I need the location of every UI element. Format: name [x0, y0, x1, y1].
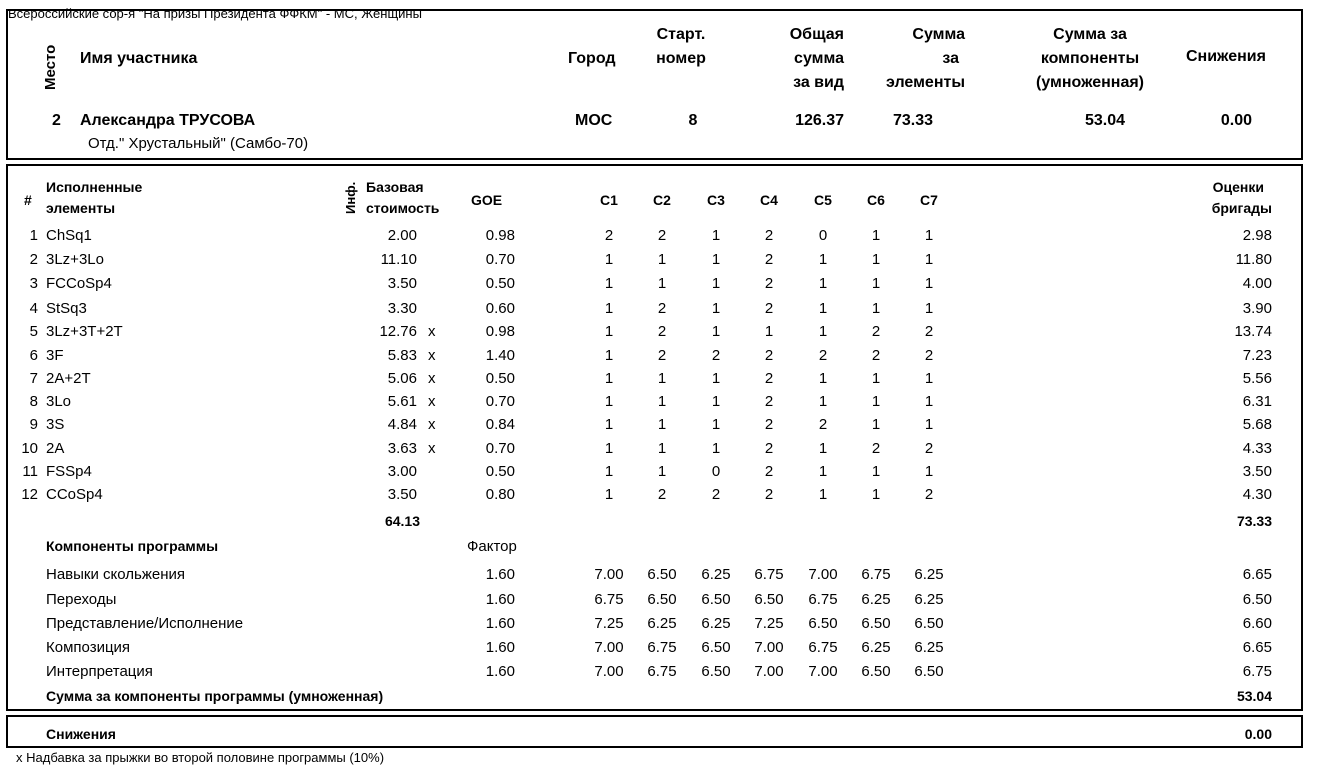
components-title: Компоненты программы [46, 538, 219, 554]
element-judge-score: 1 [818, 393, 828, 410]
header-components-sum-line1: Сумма за [1053, 26, 1127, 43]
element-goe: 0.80 [485, 486, 515, 503]
element-judge-score: 1 [818, 275, 828, 292]
element-judge-score: 1 [711, 275, 721, 292]
component-panel-score: 6.65 [1242, 566, 1272, 583]
element-goe: 0.70 [485, 393, 515, 410]
element-panel-score: 2.98 [1242, 227, 1272, 244]
component-judge-score: 6.25 [701, 566, 731, 583]
element-judge-score: 1 [604, 323, 614, 340]
component-judge-score: 6.25 [647, 615, 677, 632]
element-judge-score: 1 [871, 463, 881, 480]
component-judge-score: 6.75 [861, 566, 891, 583]
component-judge-score: 6.25 [914, 566, 944, 583]
element-judge-score: 1 [871, 393, 881, 410]
element-name: ChSq1 [46, 227, 92, 244]
elements-header-goe: GOE [471, 192, 503, 208]
component-panel-score: 6.50 [1242, 591, 1272, 608]
base-total: 64.13 [384, 513, 420, 529]
element-goe: 0.70 [485, 440, 515, 457]
element-panel-score: 13.74 [1234, 323, 1272, 340]
element-judge-score: 1 [871, 486, 881, 503]
header-start-no-line2: номер [656, 50, 706, 67]
element-info: x [428, 440, 436, 457]
element-base: 12.76 [379, 323, 417, 340]
component-judge-score: 7.25 [594, 615, 624, 632]
component-judge-score: 6.50 [861, 663, 891, 680]
element-name: 3Lo [46, 393, 72, 410]
element-judge-score: 2 [657, 227, 667, 244]
element-base: 3.63 [387, 440, 417, 457]
element-judge-score: 2 [818, 416, 828, 433]
header-total-line1: Общая [789, 26, 844, 43]
elements-header-num: # [24, 192, 32, 208]
element-goe: 0.84 [485, 416, 515, 433]
header-elements-sum-line3: элементы [886, 74, 965, 91]
element-base: 5.06 [387, 370, 417, 387]
element-name: StSq3 [46, 300, 87, 317]
skater-elements-sum: 73.33 [892, 112, 933, 129]
component-judge-score: 7.00 [594, 639, 624, 656]
component-judge-score: 6.50 [701, 663, 731, 680]
element-judge-score: 1 [711, 323, 721, 340]
header-name: Имя участника [80, 50, 198, 67]
element-judge-score: 2 [924, 440, 934, 457]
component-judge-score: 6.75 [594, 591, 624, 608]
element-judge-score: 1 [871, 275, 881, 292]
element-judge-score: 1 [924, 463, 934, 480]
element-judge-score: 1 [924, 275, 934, 292]
skater-components-sum: 53.04 [1084, 112, 1125, 129]
element-no: 3 [29, 275, 38, 292]
element-judge-score: 2 [764, 275, 774, 292]
component-judge-score: 7.00 [754, 663, 784, 680]
element-name: 2A+2T [46, 370, 91, 387]
element-judge-score: 1 [924, 300, 934, 317]
element-judge-score: 2 [871, 347, 881, 364]
header-elements-sum [870, 23, 965, 95]
component-factor: 1.60 [485, 663, 515, 680]
element-no: 9 [29, 416, 38, 433]
element-base: 3.50 [387, 486, 417, 503]
element-no: 4 [29, 300, 38, 317]
element-judge-score: 2 [657, 347, 667, 364]
element-judge-score: 1 [711, 416, 721, 433]
component-judge-score: 6.75 [808, 591, 838, 608]
component-factor: 1.60 [485, 615, 515, 632]
component-judge-score: 7.00 [808, 566, 838, 583]
element-base: 3.50 [387, 275, 417, 292]
header-start-no-line1: Старт. [656, 26, 706, 43]
element-goe: 0.70 [485, 251, 515, 268]
judge-header-4: C4 [760, 192, 778, 208]
components-sum-value: 53.04 [1236, 688, 1272, 704]
element-judge-score: 2 [924, 347, 934, 364]
element-goe: 0.98 [485, 323, 515, 340]
element-judge-score: 0 [818, 227, 828, 244]
skater-total: 126.37 [795, 112, 844, 129]
header-total-line2: сумма [794, 50, 844, 67]
elements-header-panel-line2: бригады [1211, 200, 1272, 216]
element-judge-score: 1 [604, 275, 614, 292]
elements-header-panel [1170, 177, 1272, 219]
component-judge-score: 6.50 [914, 663, 944, 680]
element-name: 3F [46, 347, 64, 364]
header-components-sum-line2: компоненты [1040, 50, 1140, 67]
element-info: x [428, 370, 436, 387]
component-judge-score: 6.25 [861, 591, 891, 608]
component-judge-score: 7.00 [808, 663, 838, 680]
element-judge-score: 2 [764, 300, 774, 317]
element-judge-score: 1 [711, 440, 721, 457]
component-judge-score: 7.00 [754, 639, 784, 656]
element-no: 8 [29, 393, 38, 410]
element-judge-score: 1 [604, 463, 614, 480]
element-judge-score: 1 [711, 393, 721, 410]
elements-header-base-line2: стоимость [366, 200, 440, 216]
element-judge-score: 1 [711, 251, 721, 268]
element-no: 2 [29, 251, 38, 268]
element-base: 3.00 [387, 463, 417, 480]
component-judge-score: 6.75 [754, 566, 784, 583]
element-judge-score: 1 [711, 300, 721, 317]
component-name: Переходы [46, 591, 117, 608]
element-judge-score: 2 [764, 370, 774, 387]
component-factor: 1.60 [485, 591, 515, 608]
skater-start-no: 8 [688, 112, 698, 129]
elements-total: 73.33 [1236, 513, 1272, 529]
element-base: 4.84 [387, 416, 417, 433]
element-judge-score: 1 [818, 300, 828, 317]
component-factor: 1.60 [485, 566, 515, 583]
elements-header-executed-line1: Исполненные [46, 179, 143, 195]
element-judge-score: 2 [818, 347, 828, 364]
element-base: 11.10 [380, 251, 417, 268]
component-judge-score: 6.50 [754, 591, 784, 608]
component-judge-score: 6.50 [861, 615, 891, 632]
element-judge-score: 2 [764, 251, 774, 268]
element-info: x [428, 347, 436, 364]
element-judge-score: 2 [764, 227, 774, 244]
header-elements-sum-line1: Сумма [912, 26, 965, 43]
component-judge-score: 6.25 [914, 639, 944, 656]
elements-header-executed [46, 177, 142, 219]
element-panel-score: 7.23 [1242, 347, 1272, 364]
elements-header-base [366, 177, 439, 219]
elements-header-base-line1: Базовая [366, 179, 424, 195]
element-judge-score: 1 [657, 393, 667, 410]
element-judge-score: 1 [924, 251, 934, 268]
component-judge-score: 6.75 [808, 639, 838, 656]
element-judge-score: 2 [924, 486, 934, 503]
element-judge-score: 1 [818, 463, 828, 480]
element-judge-score: 1 [924, 393, 934, 410]
header-deductions: Снижения [1186, 48, 1266, 65]
deductions-box [6, 715, 1303, 748]
element-panel-score: 4.30 [1242, 486, 1272, 503]
header-total-line3: за вид [793, 74, 844, 91]
element-goe: 0.98 [485, 227, 515, 244]
element-judge-score: 2 [871, 440, 881, 457]
header-elements-sum-line2: за [942, 50, 959, 67]
component-judge-score: 6.50 [701, 639, 731, 656]
element-judge-score: 0 [711, 463, 721, 480]
element-name: FSSp4 [46, 463, 92, 480]
components-factor-label: Фактор [467, 538, 517, 555]
deductions-label: Снижения [46, 726, 116, 742]
element-judge-score: 1 [711, 227, 721, 244]
judge-header-6: C6 [867, 192, 885, 208]
element-no: 12 [21, 486, 38, 503]
element-judge-score: 1 [657, 370, 667, 387]
header-components-sum-line3: (умноженная) [1036, 74, 1144, 91]
element-judge-score: 1 [818, 323, 828, 340]
element-panel-score: 3.50 [1242, 463, 1272, 480]
element-judge-score: 1 [871, 227, 881, 244]
header-city: Город [568, 50, 616, 67]
element-no: 1 [29, 227, 38, 244]
element-name: 3Lz+3Lo [46, 251, 104, 268]
element-judge-score: 2 [764, 347, 774, 364]
component-judge-score: 6.50 [914, 615, 944, 632]
judge-header-1: C1 [600, 192, 618, 208]
element-panel-score: 6.31 [1242, 393, 1272, 410]
header-components-sum [1020, 23, 1160, 95]
skater-name: Александра ТРУСОВА [80, 112, 256, 129]
skater-place: 2 [52, 112, 61, 129]
element-judge-score: 2 [924, 323, 934, 340]
element-goe: 0.50 [485, 463, 515, 480]
element-no: 10 [21, 440, 38, 457]
element-info: x [428, 323, 436, 340]
element-judge-score: 1 [924, 416, 934, 433]
element-name: FCCoSp4 [46, 275, 112, 292]
component-judge-score: 7.00 [594, 663, 624, 680]
element-judge-score: 2 [711, 486, 721, 503]
element-judge-score: 2 [657, 300, 667, 317]
elements-header-info: Инф. [343, 181, 358, 214]
element-name: 3Lz+3T+2T [46, 323, 123, 340]
component-name: Композиция [46, 639, 131, 656]
component-panel-score: 6.75 [1242, 663, 1272, 680]
element-no: 11 [22, 463, 38, 480]
component-name: Интерпретация [46, 663, 153, 680]
element-judge-score: 2 [764, 486, 774, 503]
element-name: CCoSp4 [46, 486, 103, 503]
element-judge-score: 2 [711, 347, 721, 364]
component-judge-score: 7.25 [754, 615, 784, 632]
element-judge-score: 1 [871, 416, 881, 433]
component-name: Представление/Исполнение [46, 615, 244, 632]
element-info: x [428, 416, 436, 433]
component-name: Навыки скольжения [46, 566, 186, 583]
component-judge-score: 6.50 [701, 591, 731, 608]
component-judge-score: 6.25 [914, 591, 944, 608]
element-judge-score: 1 [871, 370, 881, 387]
element-judge-score: 2 [871, 323, 881, 340]
component-judge-score: 7.00 [594, 566, 624, 583]
element-judge-score: 1 [604, 251, 614, 268]
skater-club: Отд." Хрустальный" (Самбо-70) [88, 135, 309, 152]
elements-header-panel-line1: Оценки [1212, 179, 1264, 195]
element-judge-score: 2 [657, 486, 667, 503]
element-judge-score: 1 [711, 370, 721, 387]
component-factor: 1.60 [485, 639, 515, 656]
element-judge-score: 1 [604, 347, 614, 364]
element-judge-score: 1 [657, 275, 667, 292]
header-start-no [640, 23, 722, 71]
element-judge-score: 1 [604, 300, 614, 317]
element-judge-score: 1 [871, 300, 881, 317]
component-panel-score: 6.65 [1242, 639, 1272, 656]
element-judge-score: 1 [818, 486, 828, 503]
header-place: Место [42, 44, 59, 90]
element-no: 6 [29, 347, 38, 364]
competition-title: Всероссийские сор-я "На призы Президента ФФКМ" - МС, Женщины [8, 6, 422, 21]
element-base: 5.61 [387, 393, 417, 410]
element-judge-score: 1 [924, 227, 934, 244]
elements-header-executed-line2: элементы [46, 200, 116, 216]
element-panel-score: 4.33 [1242, 440, 1272, 457]
component-judge-score: 6.25 [701, 615, 731, 632]
element-name: 2A [46, 440, 65, 457]
judge-header-3: C3 [707, 192, 725, 208]
element-judge-score: 1 [818, 251, 828, 268]
judge-header-2: C2 [653, 192, 671, 208]
component-judge-score: 6.50 [647, 566, 677, 583]
element-judge-score: 1 [604, 416, 614, 433]
element-base: 3.30 [387, 300, 417, 317]
element-name: 3S [46, 416, 65, 433]
element-judge-score: 1 [604, 393, 614, 410]
element-panel-score: 3.90 [1242, 300, 1272, 317]
element-panel-score: 11.80 [1235, 251, 1272, 268]
element-judge-score: 1 [657, 251, 667, 268]
element-judge-score: 2 [657, 323, 667, 340]
element-panel-score: 5.68 [1242, 416, 1272, 433]
deductions-value: 0.00 [1244, 726, 1272, 742]
element-judge-score: 2 [764, 393, 774, 410]
element-no: 7 [29, 370, 38, 387]
element-judge-score: 2 [604, 227, 614, 244]
element-judge-score: 2 [764, 440, 774, 457]
component-judge-score: 6.25 [861, 639, 891, 656]
header-total [760, 23, 844, 95]
element-judge-score: 1 [657, 440, 667, 457]
element-judge-score: 1 [924, 370, 934, 387]
element-base: 2.00 [387, 227, 417, 244]
element-judge-score: 2 [764, 463, 774, 480]
element-judge-score: 1 [764, 323, 774, 340]
component-judge-score: 6.75 [647, 663, 677, 680]
element-judge-score: 1 [818, 370, 828, 387]
judge-header-5: C5 [814, 192, 832, 208]
element-judge-score: 1 [604, 370, 614, 387]
component-judge-score: 6.75 [647, 639, 677, 656]
element-panel-score: 4.00 [1242, 275, 1272, 292]
element-judge-score: 1 [657, 416, 667, 433]
component-judge-score: 6.50 [647, 591, 677, 608]
components-sum-label: Сумма за компоненты программы (умноженная) [46, 688, 384, 704]
element-judge-score: 1 [871, 251, 881, 268]
element-panel-score: 5.56 [1242, 370, 1272, 387]
element-judge-score: 1 [604, 440, 614, 457]
element-goe: 0.50 [485, 370, 515, 387]
element-no: 5 [29, 323, 38, 340]
element-judge-score: 1 [818, 440, 828, 457]
judge-header-7: C7 [920, 192, 938, 208]
element-goe: 1.40 [485, 347, 515, 364]
element-judge-score: 1 [604, 486, 614, 503]
element-judge-score: 1 [657, 463, 667, 480]
element-base: 5.83 [387, 347, 417, 364]
footnote: x Надбавка за прыжки во второй половине программы (10%) [16, 750, 385, 765]
element-goe: 0.50 [485, 275, 515, 292]
skater-deductions: 0.00 [1220, 112, 1252, 129]
element-judge-score: 2 [764, 416, 774, 433]
component-panel-score: 6.60 [1242, 615, 1272, 632]
skater-city: МОС [575, 112, 613, 129]
component-judge-score: 6.50 [808, 615, 838, 632]
element-info: x [428, 393, 436, 410]
element-goe: 0.60 [485, 300, 515, 317]
